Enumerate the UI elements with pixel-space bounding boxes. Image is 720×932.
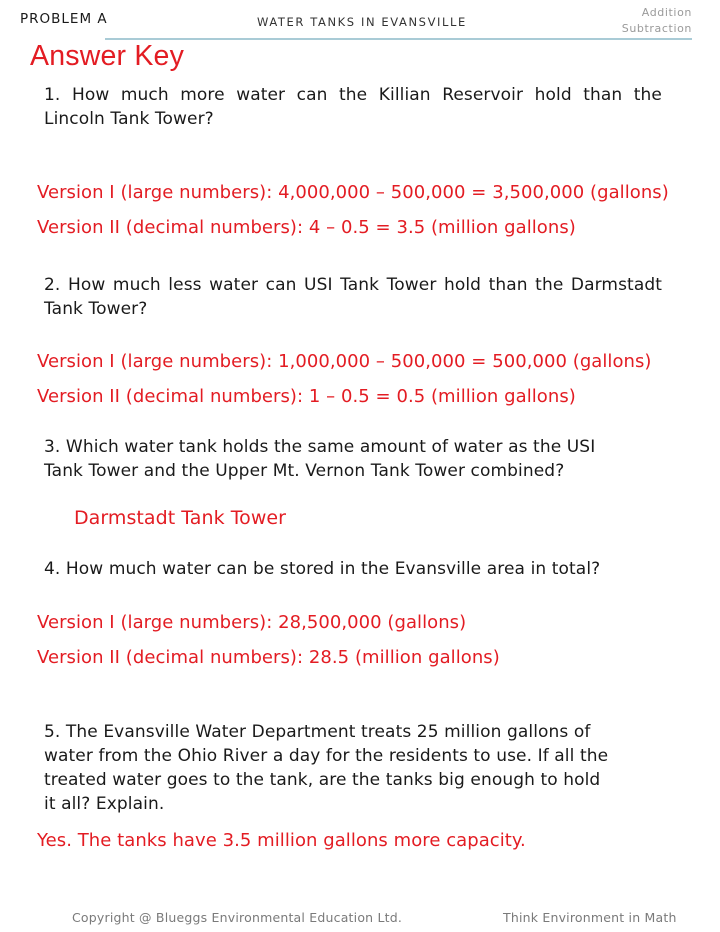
question-3-line: 3. Which water tank holds the same amount of water as the USI xyxy=(44,437,596,457)
question-4-answer-version-1: Version I (large numbers): 28,500,000 (gallons) xyxy=(37,612,467,633)
question-1-answer-version-2: Version II (decimal numbers): 4 – 0.5 = 3.5 (million gallons) xyxy=(37,217,576,238)
question-5-answer: Yes. The tanks have 3.5 million gallons more capacity. xyxy=(37,830,526,851)
question-3-line: Tank Tower and the Upper Mt. Vernon Tank Tower combined? xyxy=(44,461,565,481)
question-4-text: 4. How much water can be stored in the Evansville area in total? xyxy=(44,559,601,579)
question-2-answer-version-2: Version II (decimal numbers): 1 – 0.5 = 0.5 (million gallons) xyxy=(37,386,576,407)
header-divider xyxy=(105,38,692,40)
question-3-text xyxy=(44,435,662,483)
question-4-answer-version-2: Version II (decimal numbers): 28.5 (million gallons) xyxy=(37,647,500,668)
question-2-answer-version-1: Version I (large numbers): 1,000,000 – 500,000 = 500,000 (gallons) xyxy=(37,351,652,372)
question-5-line: treated water goes to the tank, are the tanks big enough to hold xyxy=(44,770,601,790)
footer-copyright: Copyright @ Blueggs Environmental Education Ltd. xyxy=(72,910,403,925)
question-3-answer: Darmstadt Tank Tower xyxy=(74,507,287,529)
question-2-text: 2. How much less water can USI Tank Tower hold than the Darmstadt Tank Tower? xyxy=(44,275,662,319)
question-5-line: water from the Ohio River a day for the residents to use. If all the xyxy=(44,746,609,766)
question-1-text: 1. How much more water can the Killian Reservoir hold than the Lincoln Tank Tower? xyxy=(44,85,662,129)
worksheet-title: WATER TANKS IN EVANSVILLE xyxy=(257,15,467,29)
question-5-line: it all? Explain. xyxy=(44,794,165,814)
topic-tag-subtraction: Subtraction xyxy=(621,22,692,35)
question-5-text xyxy=(44,720,662,816)
answer-key-title: Answer Key xyxy=(30,40,185,72)
footer-tagline: Think Environment in Math xyxy=(503,910,677,925)
topic-tag-addition: Addition xyxy=(641,6,692,19)
problem-label: PROBLEM A xyxy=(20,11,108,27)
question-1-answer-version-1: Version I (large numbers): 4,000,000 – 500,000 = 3,500,000 (gallons) xyxy=(37,182,669,203)
question-5-line: 5. The Evansville Water Department treats 25 million gallons of xyxy=(44,722,591,742)
